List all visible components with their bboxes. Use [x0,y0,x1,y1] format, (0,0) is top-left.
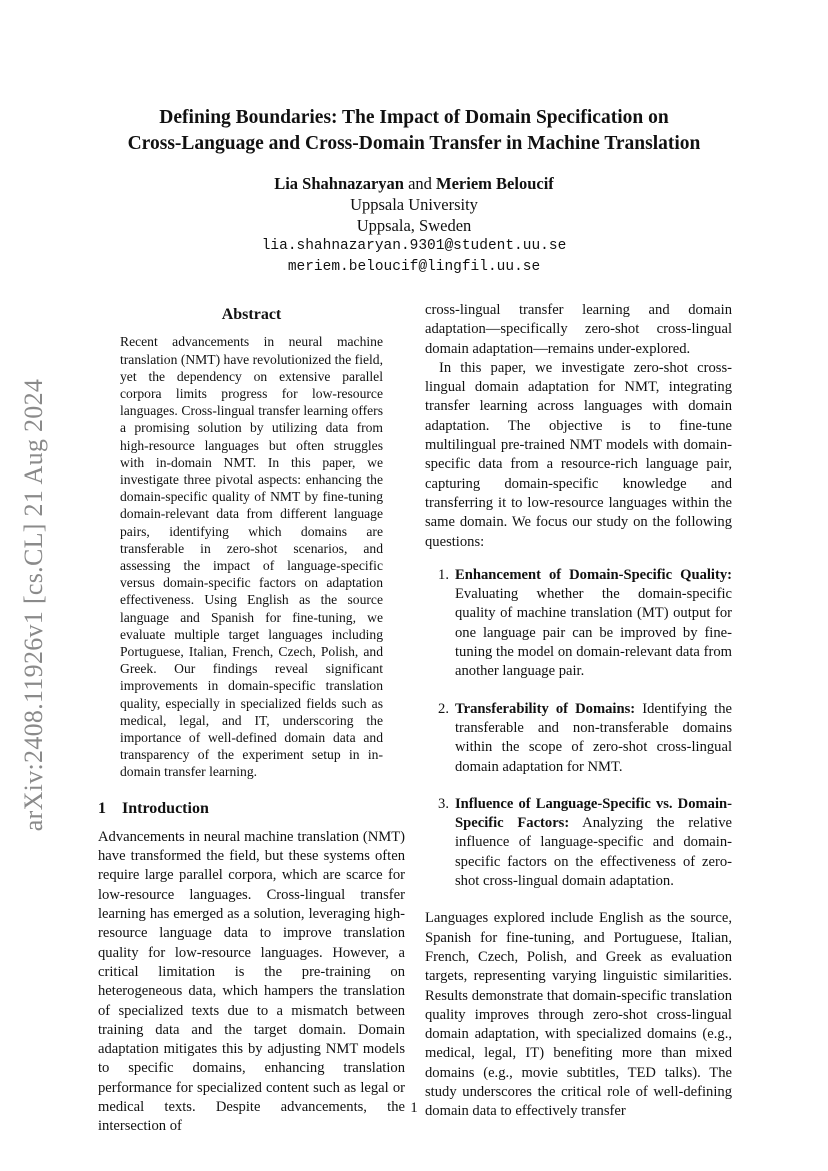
intro-paragraph-1-continued: cross-lingual transfer learning and domain adaptation—specifically zero-shot cross-lingual domain adaptation—remains under-explored. [425,302,732,357]
list-item-number: 2. [438,700,449,717]
list-item-body [455,566,732,682]
arxiv-identifier-stamp [14,360,54,850]
arxiv-identifier-text: arXiv:2408.11926v1 [cs.CL] 21 Aug 2024 [19,378,48,832]
list-item-text: Evaluating whether the domain-specific quality of machine translation (MT) output for one language pair can be improved by fine-tuning the model on domain-relevant data from another language pair. [455,586,732,680]
list-item-body [455,700,732,777]
page-number: 1 [410,1100,418,1116]
paper-title-line-1: Defining Boundaries: The Impact of Domain Specification on [159,107,669,128]
section-title: Introduction [122,799,209,817]
paper-title-line-2: Cross-Language and Cross-Domain Transfer in Machine Translation [127,133,701,154]
intro-paragraph-2: In this paper, we investigate zero-shot cross-lingual domain adaptation for NMT, integrating transfer learning across languages with domain adaptation. The objective is to fine-tune multilingual pre-trained NMT models with domain-specific data from a resource-rich language pair, capturing domain-specific knowledge and transferring it to low-resource languages within the same domain. We focus our study on the following questions: [425,359,732,550]
paper-title [100,105,728,157]
abstract-body: Recent advancements in neural machine translation (NMT) have revolutionized the field, yet the dependency on extensive parallel corpora limits progress for low-resource languages. Cross-lingual transfer learning offers a promising solution by utilizing data from high-resource languages but often struggles with in-domain NMT. In this paper, we investigate three pivotal aspects: enhancing the domain-specific quality of NMT by fine-tuning domain-relevant data from different language pairs, identifying which domains are transferable in zero-shot scenarios, and assessing the impact of language-specific versus domain-specific factors on adaptation effectiveness. Using English as the source language and Spanish for fine-tuning, we evaluate multiple target languages including Portuguese, Italian, French, Czech, Polish, and Greek. Our findings reveal significant improvements in domain-specific translation quality, especially in specialized fields such as medical, legal, and IT, underscoring the importance of well-defined domain data and transparency of the experiment setup in in-domain transfer learning. [120,334,383,780]
author-block [100,173,728,278]
left-column [98,305,405,1137]
list-item-number: 1. [438,566,449,583]
author-1-name: Lia Shahnazaryan [274,174,404,193]
research-questions-list [425,566,732,891]
research-question-item [425,566,732,682]
section-heading-introduction [98,799,405,818]
author-1-email: lia.shahnazaryan.9301@student.uu.se [261,238,567,254]
right-column [425,301,732,1122]
list-item-title: Enhancement of Domain-Specific Quality: [455,566,732,583]
section-number: 1 [98,799,106,817]
intro-paragraph-3: Languages explored include English as the source, Spanish for fine-tuning, and Portuguese, Italian, French, Czech, Polish, and Greek as evaluation targets, representing varying linguistic similarities. Results demonstrate that domain-specific translation quality improves through zero-shot cross-lingual domain adaptation, with specialized domains (e.g., medical, legal, IT) benefiting more than mixed domains (e.g., movie subtitles, TED talks). The study underscores the critical role of well-defining domain data to effectively transfer [425,910,732,1120]
list-item-number: 3. [438,795,449,812]
author-conjunction: and [408,174,432,193]
list-item-title: Influence of Language-Specific vs. Domain-Specific Factors: [455,795,732,832]
author-affiliation: Uppsala University [350,195,478,214]
list-item-text: Identifying the transferable and non-transferable domains within the scope of zero-shot cross-lingual domain adaptation for NMT. [455,700,732,775]
author-2-email: meriem.beloucif@lingfil.uu.se [287,259,541,275]
abstract-heading: Abstract [221,306,282,323]
author-names [100,173,728,194]
author-location: Uppsala, Sweden [356,216,472,235]
research-question-item [425,795,732,891]
list-item-title: Transferability of Domains: [455,700,636,717]
author-2-name: Meriem Beloucif [436,174,554,193]
list-item-body [455,795,732,891]
list-item-text: Analyzing the relative influence of language-specific and domain-specific factors on the effectiveness of zero-shot cross-lingual domain adaptation. [455,815,732,890]
research-question-item [425,700,732,777]
intro-paragraph-1: Advancements in neural machine translation (NMT) have transformed the field, but these systems often require large parallel corpora, which are scarce for low-resource languages. Cross-lingual transfer learning has emerged as a solution, leveraging high-resource language data to improve translation quality for low-resource languages. However, a critical limitation is the pre-training on heterogeneous data, which hampers the translation of specialized texts due to a mismatch between training data and the target domain. Domain adaptation mitigates this by adjusting NMT models to specific domains, enhancing translation performance for specialized content such as legal or medical texts. Despite advancements, the intersection of [98,828,405,1135]
